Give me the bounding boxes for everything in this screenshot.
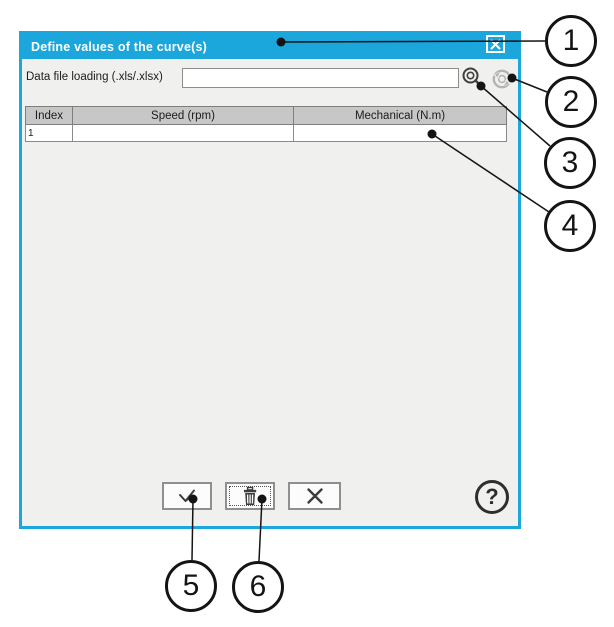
validate-button[interactable] <box>162 482 212 510</box>
callout-1: 1 <box>545 15 597 67</box>
refresh-icon <box>491 68 513 90</box>
check-icon <box>175 486 199 506</box>
help-button[interactable] <box>475 480 509 514</box>
table-header-row <box>26 107 507 125</box>
callout-6: 6 <box>232 561 284 613</box>
delete-button[interactable] <box>225 482 275 510</box>
file-loading-label: Data file loading (.xls/.xlsx) <box>26 71 163 83</box>
header-mechanical[interactable]: Mechanical (N.m) <box>294 107 507 125</box>
callout-3: 3 <box>544 137 596 189</box>
callout-5: 5 <box>165 560 217 612</box>
callout-4: 4 <box>544 200 596 252</box>
refresh-button[interactable] <box>490 67 513 90</box>
dialog-title: Define values of the curve(s) <box>31 39 207 54</box>
dialog-titlebar[interactable] <box>22 34 518 59</box>
cell-speed[interactable] <box>73 125 294 142</box>
define-curve-values-dialog <box>19 31 521 529</box>
search-icon <box>460 66 483 89</box>
curve-points-table <box>25 106 507 142</box>
cell-mechanical[interactable] <box>294 125 507 142</box>
browse-file-button[interactable] <box>460 66 483 89</box>
close-icon <box>490 39 501 50</box>
table-row <box>26 125 507 142</box>
cancel-cross-icon <box>305 487 325 505</box>
question-mark-icon: ? <box>485 484 499 509</box>
header-index[interactable]: Index <box>26 107 73 125</box>
callout-2: 2 <box>545 76 597 128</box>
file-path-input[interactable] <box>182 68 459 88</box>
close-button[interactable] <box>486 35 505 53</box>
trash-icon <box>241 486 259 506</box>
cancel-button[interactable] <box>288 482 341 510</box>
header-speed[interactable]: Speed (rpm) <box>73 107 294 125</box>
cell-index[interactable]: 1 <box>26 125 73 142</box>
